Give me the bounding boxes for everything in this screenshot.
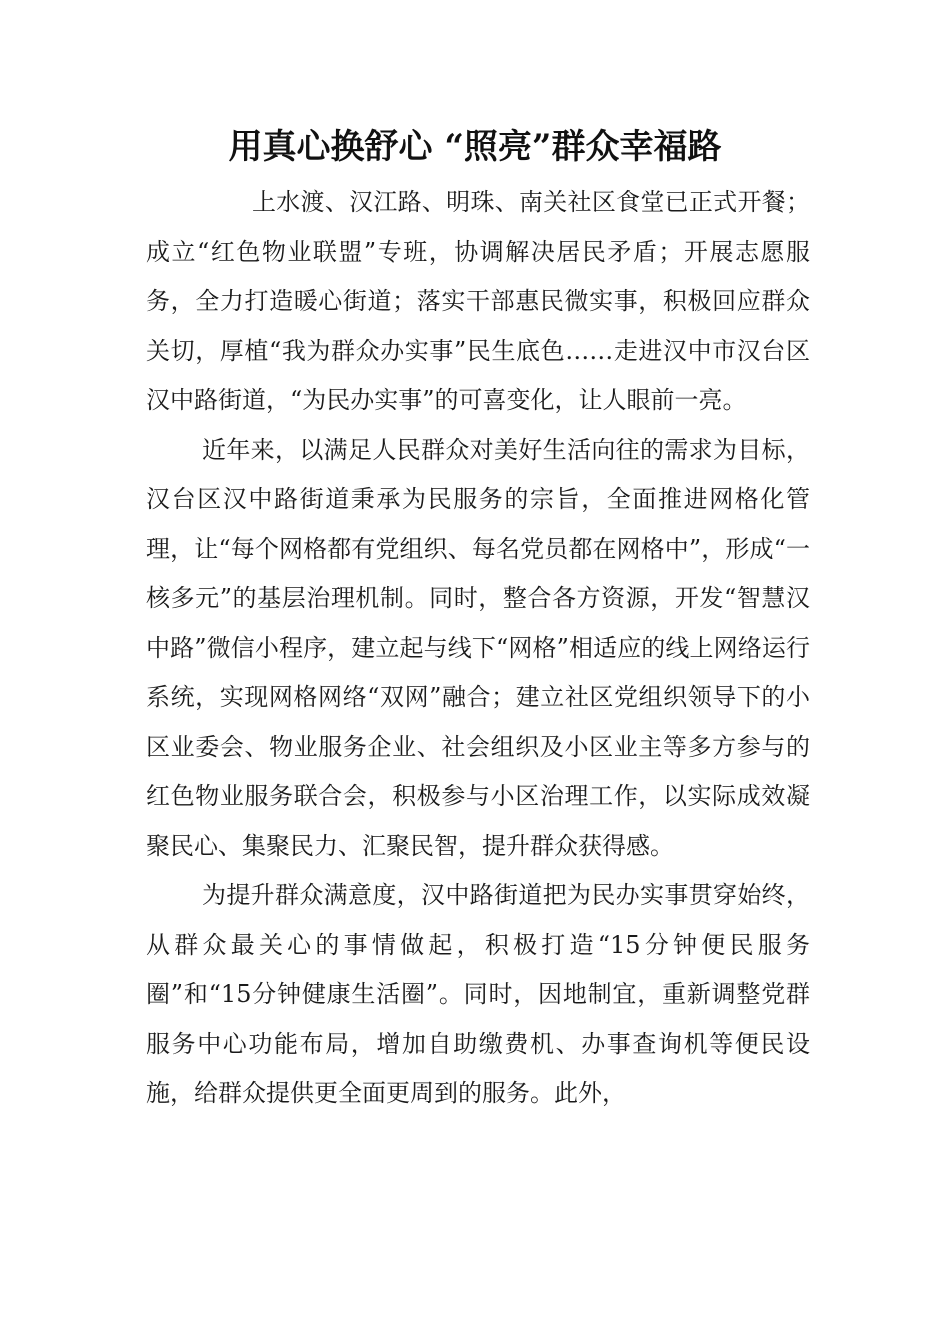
paragraph-3: 为提升群众满意度，汉中路街道把为民办实事贯穿始终，从群众最关心的事情做起，积极打造“15分钟便民服务圈”和“15分钟健康生活圈”。同时，因地制宜，重新调整党群服务中心功能布局，增加自助缴费机、办事查询机等便民设施，给群众提供更全面更周到的服务。此外，: [146, 881, 810, 1107]
document-title: 用真心换舒心 “照亮”群众幸福路: [228, 127, 722, 167]
paragraph-1: 上水渡、汉江路、明珠、南关社区食堂已正式开餐；成立“红色物业联盟”专班，协调解决居民矛盾；开展志愿服务，全力打造暖心街道；落实干部惠民微实事，积极回应群众关切，厚植“我为群众办实事”民生底色……走进汉中市汉台区汉中路街道，“为民办实事”的可喜变化，让人眼前一亮。: [146, 188, 810, 414]
paragraph-2: 近年来，以满足人民群众对美好生活向往的需求为目标，汉台区汉中路街道秉承为民服务的宗旨，全面推进网格化管理，让“每个网格都有党组织、每名党员都在网格中”，形成“一核多元”的基层治理机制。同时，整合各方资源，开发“智慧汉中路”微信小程序，建立起与线下“网格”相适应的线上网络运行系统，实现网格网络“双网”融合；建立社区党组织领导下的小区业委会、物业服务企业、社会组织及小区业主等多方参与的红色物业服务联合会，积极参与小区治理工作，以实际成效凝聚民心、集聚民力、汇聚民智，提升群众获得感。: [146, 435, 810, 860]
document-body: [146, 178, 810, 1119]
